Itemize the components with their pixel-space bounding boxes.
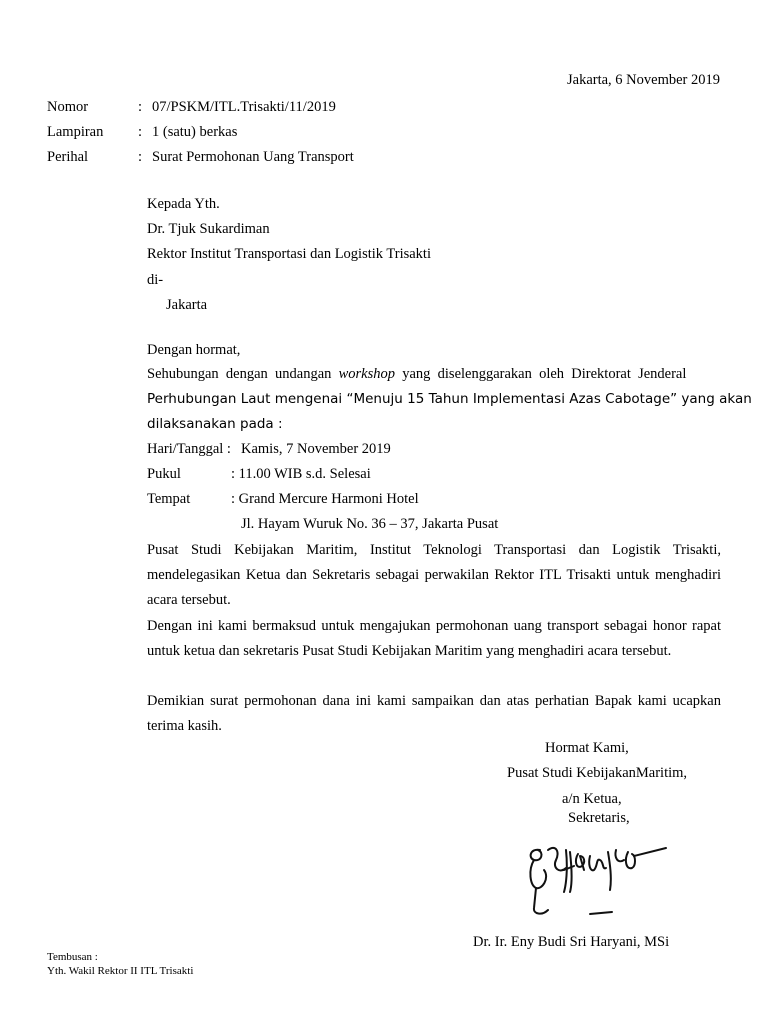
letter-date: Jakarta, 6 November 2019 (566, 72, 720, 88)
closing-on-behalf: a/n Ketua, (562, 791, 622, 807)
meta-colon: : (138, 149, 143, 165)
detail-value-day: Kamis, 7 November 2019 (241, 441, 391, 457)
paragraph-line: dilaksanakan pada : (147, 416, 283, 432)
paragraph-line (147, 366, 721, 383)
detail-address: Jl. Hayam Wuruk No. 36 – 37, Jakarta Pusat (241, 516, 499, 532)
recipient-line: di- (147, 272, 164, 288)
paragraph-text: yang diselenggarakan oleh Direktorat Jenderal (395, 366, 687, 382)
meta-label-lampiran: Lampiran (47, 124, 104, 140)
recipient-line: Kepada Yth. (147, 196, 220, 212)
signature-image (520, 830, 680, 930)
paragraph-text: Sehubungan dengan undangan (147, 366, 339, 382)
meta-value-perihal: Surat Permohonan Uang Transport (152, 149, 354, 165)
recipient-title: Rektor Institut Transportasi dan Logistik Trisakti (147, 246, 431, 262)
recipient-city: Jakarta (166, 297, 208, 313)
meta-label-perihal: Perihal (47, 149, 89, 165)
cc-label: Tembusan : (47, 951, 98, 963)
meta-label-nomor: Nomor (47, 99, 89, 115)
detail-label-place: Tempat (147, 491, 191, 507)
italic-term: workshop (338, 366, 396, 382)
closing-position: Sekretaris, (568, 810, 630, 826)
meta-value-nomor: 07/PSKM/ITL.Trisakti/11/2019 (152, 99, 336, 115)
detail-value-time: : 11.00 WIB s.d. Selesai (231, 466, 371, 482)
meta-colon: : (138, 124, 143, 140)
closing-salutation: Hormat Kami, (545, 740, 629, 756)
closing-organization: Pusat Studi KebijakanMaritim, (507, 765, 688, 781)
cc-recipient: Yth. Wakil Rektor II ITL Trisakti (47, 965, 194, 977)
detail-label-day: Hari/Tanggal : (147, 441, 231, 457)
paragraph-request: Dengan ini kami bermaksud untuk mengajukan permohonan uang transport sebagai honor rapat untuk ketua dan sekretaris Pusat Studi Kebijakan Maritim yang menghadiri acara tersebut. (147, 618, 721, 659)
paragraph-closing: Demikian surat permohonan dana ini kami sampaikan dan atas perhatian Bapak kami ucapkan terima kasih. (147, 693, 721, 734)
paragraph-delegation: Pusat Studi Kebijakan Maritim, Institut Teknologi Transportasi dan Logistik Trisakti, mendelegasikan Ketua dan Sekretaris sebagai perwakilan Rektor ITL Trisakti untuk menghadiri acara tersebut. (147, 542, 721, 608)
detail-label-time: Pukul (147, 466, 181, 482)
recipient-name: Dr. Tjuk Sukardiman (147, 221, 270, 237)
greeting: Dengan hormat, (147, 342, 241, 358)
signer-name: Dr. Ir. Eny Budi Sri Haryani, MSi (473, 934, 670, 950)
detail-value-place: : Grand Mercure Harmoni Hotel (231, 491, 419, 507)
meta-value-lampiran: 1 (satu) berkas (152, 124, 238, 140)
meta-colon: : (138, 99, 143, 115)
paragraph-line: Perhubungan Laut mengenai “Menuju 15 Tahun Implementasi Azas Cabotage” yang akan (147, 391, 752, 407)
